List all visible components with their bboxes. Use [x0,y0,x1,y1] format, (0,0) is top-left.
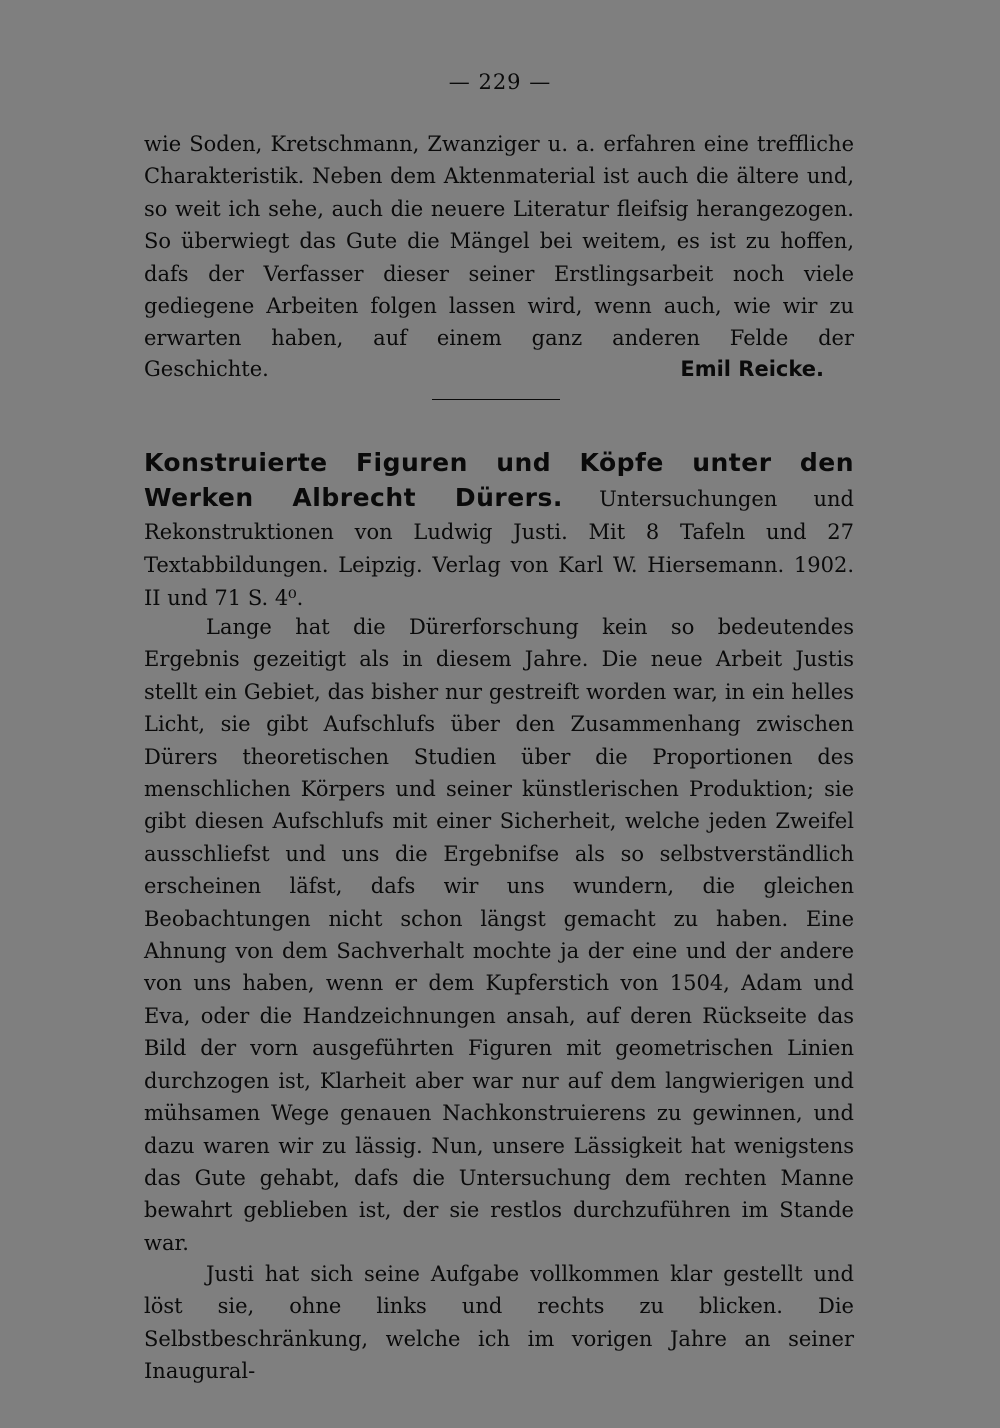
review-paragraph-next: Justi hat sich seine Aufgabe vollkommen klar gestellt und löst sie, ohne links und rechts zu blicken. Die Selbstbeschränkung, welche ich im vorigen Jahre an seiner Inaugural- [144,1262,854,1384]
closing-word: Geschichte. [144,357,269,381]
review-heading [144,446,854,615]
bibliographic-citation: Untersuchungen und Rekonstruktionen von Ludwig Justi. Mit 8 Tafeln und 27 Textabbildungen. Leipzig. Verlag von Karl W. Hiersemann. 1902. II und 71 S. 4⁰. [144,487,854,610]
review-paragraph-continued: wie Soden, Kretschmann, Zwanziger u. a. erfahren eine treffliche Charakteristik. Neben dem Aktenmaterial ist auch die ältere und, so weit ich sehe, auch die neuere Literatur fleifsig herangezogen. So überwiegt das Gute die Mängel bei weitem, es ist zu hoffen, dafs der Verfasser dieser seiner Erstlingsarbeit noch viele gediegene Arbeiten folgen lassen wird, wenn auch, wie wir zu erwarten haben, auf einem ganz anderen Felde der [144,132,854,351]
page-number: — 229 — [448,70,552,94]
review-paragraph: Lange hat die Dürerforschung kein so bedeutendes Ergebnis gezeitigt als in diesem Jahre. Die neue Arbeit Justis stellt ein Gebiet, das bisher nur gestreift worden war, in ein helles Licht, sie gibt Aufschlufs über den Zusammenhang zwischen Dürers theoretischen Studien über die Proportionen des menschlichen Körpers und seiner künstlerischen Produktion; sie gibt diesen Aufschlufs mit einer Sicherheit, welche jeden Zweifel ausschliefst und uns die Ergebnifse als so selbstverständlich erscheinen läfst, dafs wir uns wundern, die gleichen Beobachtungen nicht schon längst gemacht zu haben. Eine Ahnung von dem Sachverhalt mochte ja der eine und der andere von uns haben, wenn er dem Kupferstich von 1504, Adam und Eva, oder die Handzeichnungen ansah, auf deren Rückseite das Bild der vorn ausgeführten Figuren mit geometrischen Linien durchzogen ist, Klarheit aber war nur auf dem langwierigen und mühsamen Wege genauen Nachkonstruierens zu gewinnen, und dazu waren wir zu lässig. Nun, unsere Lässigkeit hat wenigstens das Gute gehabt, dafs die Untersuchung dem rechten Manne bewahrt geblieben ist, der sie restlos durchzuführen im Stande war. [144,615,854,1255]
reviewed-work-title: Konstruierte Figuren und Köpfe unter den Werken Albrecht Dürers. [144,448,854,512]
section-divider [432,399,560,400]
review-signoff [144,354,854,384]
review-author: Emil Reicke. [680,357,824,381]
